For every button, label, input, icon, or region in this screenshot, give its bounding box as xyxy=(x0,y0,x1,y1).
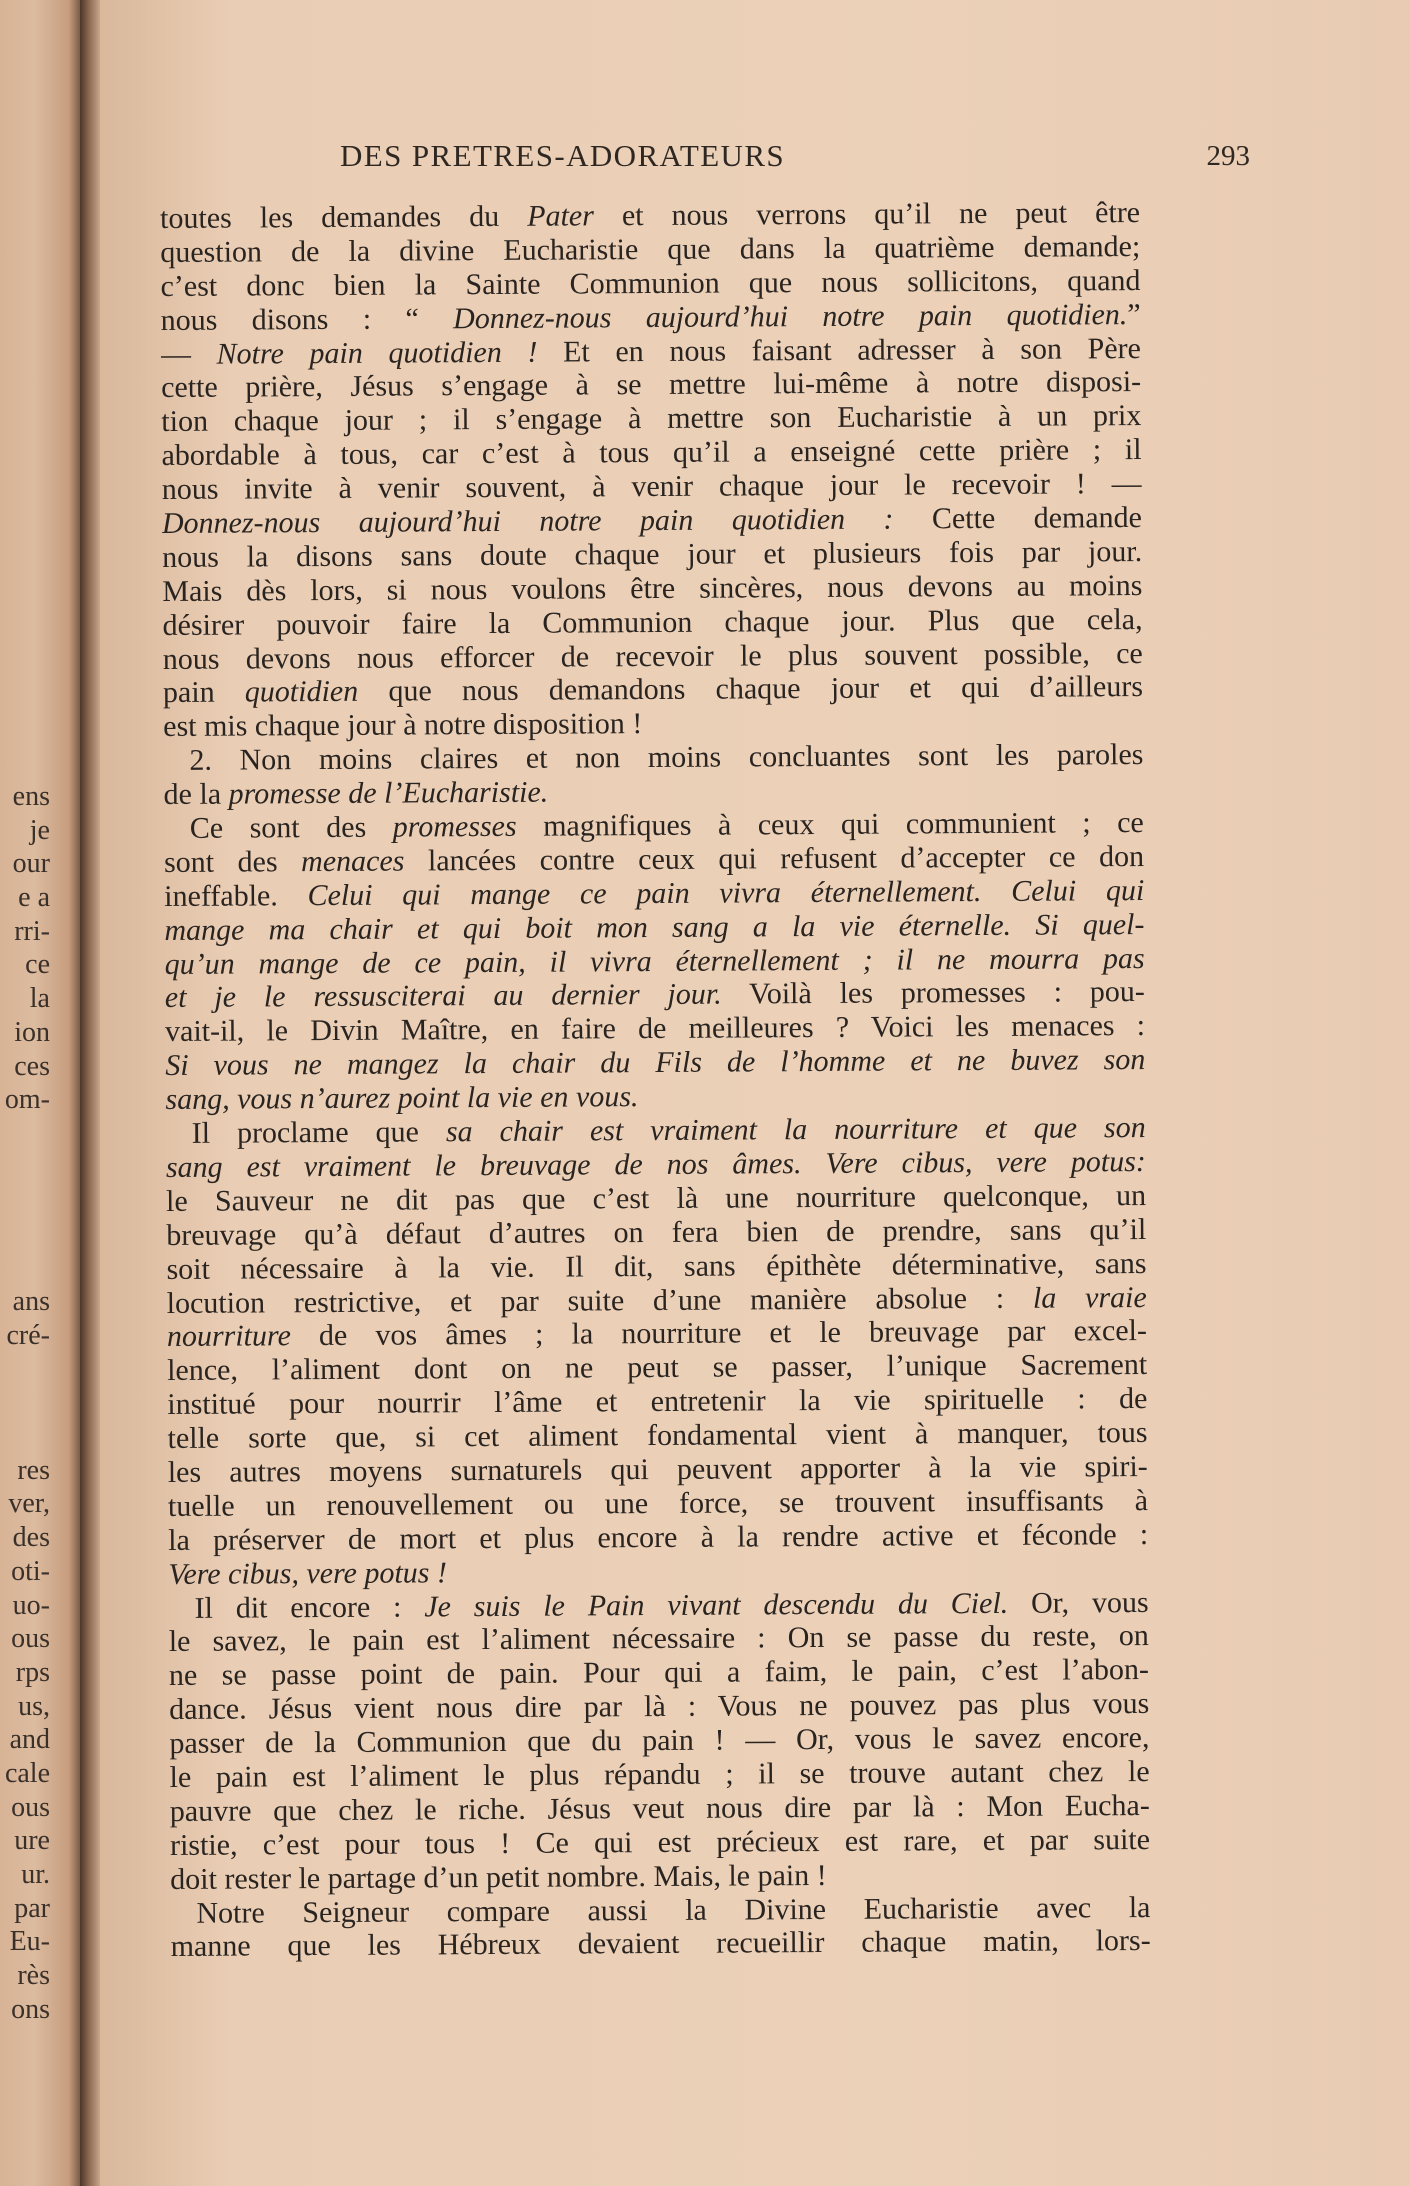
text-run: ne se passe point de pain. Pour qui a faim, le pain, c’est l’abon- xyxy=(168,1653,1150,1693)
opposite-page-fragment xyxy=(0,1151,50,1185)
text-run: locution restrictive, et par suite d’une manière absolue : xyxy=(166,1281,1034,1320)
text-run: lancées contre ceux qui refusent d’accepter ce don xyxy=(404,839,1145,878)
text-run: Ce sont des xyxy=(189,810,393,845)
text-run: Mais dès lors, si nous voulons être sincères, nous devons au moins xyxy=(162,568,1143,608)
opposite-page-fragment: ans xyxy=(12,1286,50,1318)
text-run: toutes les demandes du xyxy=(160,199,528,235)
opposite-page-fragment xyxy=(0,1184,50,1218)
italic-run: promesse de l’Eucharistie. xyxy=(228,775,549,811)
body-text xyxy=(160,196,1151,1964)
opposite-page-fragment: om- xyxy=(4,1084,50,1116)
text-run: de vos âmes ; la nourriture et le breuvage par excel- xyxy=(290,1314,1148,1353)
text-run: tion chaque jour ; il s’engage à mettre son Eucharistie à un prix xyxy=(161,399,1142,439)
text-line xyxy=(165,1043,1145,1083)
opposite-page-fragment: par xyxy=(14,1892,50,1924)
text-run: de la xyxy=(163,777,229,812)
italic-run: mange ma chair et qui boit mon sang a la vie éternelle. Si quel- xyxy=(164,907,1145,947)
opposite-page-fragment: ons xyxy=(11,1993,50,2025)
opposite-page-fragment: rès xyxy=(17,1960,50,1992)
text-run: doit rester le partage d’un petit nombre. Mais, le pain ! xyxy=(170,1858,827,1896)
text-run: ineffable. xyxy=(164,878,308,913)
opposite-page-text-fragments xyxy=(0,780,50,2026)
italic-run: sang, vous n’aurez point la vie en vous. xyxy=(165,1080,639,1117)
text-run: que nous demandons chaque jour et qui d’ailleurs xyxy=(358,670,1144,709)
text-run: vait-il, le Divin Maître, en faire de meilleures ? Voici les menaces : xyxy=(164,1009,1146,1049)
italic-run: sa chair est vraiment la nourriture et que son xyxy=(445,1111,1146,1149)
text-run: Il dit encore : xyxy=(194,1589,425,1625)
opposite-page-fragment: ous xyxy=(11,1623,50,1655)
text-run: et nous verrons qu’il ne peut être xyxy=(593,196,1141,233)
opposite-page-fragment: ion xyxy=(14,1016,50,1048)
text-run: tuelle un renouvellement ou une force, se trouvent insuffisants à xyxy=(167,1483,1149,1523)
text-run: le pain est l’aliment le plus répandu ; il se trouve autant chez le xyxy=(169,1754,1150,1794)
opposite-page-fragment xyxy=(0,1218,50,1252)
text-run: pain xyxy=(162,675,245,710)
opposite-page-fragment: ens xyxy=(12,781,50,812)
opposite-page-fragment: our xyxy=(12,848,50,880)
opposite-page-fragment: des xyxy=(12,1522,50,1554)
opposite-page-fragment: res xyxy=(17,1454,50,1486)
text-run: institué pour nourrir l’âme et entretenir la vie spirituelle : de xyxy=(167,1382,1148,1422)
opposite-page-fragment: ous xyxy=(11,1791,50,1823)
text-run: magnifiques à ceux qui communient ; ce xyxy=(516,806,1144,843)
text-run: la préserver de mort et plus encore à la rendre active et féconde : xyxy=(168,1517,1149,1557)
opposite-page-fragment: us, xyxy=(18,1690,50,1722)
text-run: nous la disons sans doute chaque jour et plusieurs fois par jour. xyxy=(162,534,1143,574)
italic-run: promesses xyxy=(392,809,517,844)
opposite-page-fragment: je xyxy=(29,814,50,846)
opposite-page-fragment: rps xyxy=(15,1656,50,1688)
opposite-page-fragment: ver, xyxy=(8,1488,50,1520)
italic-run: Si vous ne mangez la chair du Fils de l’homme et ne buvez son xyxy=(165,1043,1146,1083)
text-run: nous devons nous efforcer de recevoir le plus souvent possible, ce xyxy=(162,636,1143,676)
opposite-page-fragment: ure xyxy=(14,1825,50,1857)
italic-run: Celui qui mange ce pain vivra éternellement. Celui qui xyxy=(307,873,1145,912)
text-run: ” xyxy=(1127,297,1141,331)
opposite-page-fragment xyxy=(0,1386,50,1420)
opposite-page-fragment xyxy=(0,1117,50,1151)
text-run: abordable à tous, car c’est à tous qu’il a enseigné cette prière ; il xyxy=(161,433,1142,473)
italic-run: Vere cibus, vere potus ! xyxy=(168,1555,448,1591)
opposite-page-fragment: la xyxy=(29,983,50,1015)
opposite-page-edge xyxy=(0,0,86,2186)
italic-run: quotidien xyxy=(244,675,359,709)
text-run: passer de la Communion que du pain ! — Or, vous le savez encore, xyxy=(169,1721,1150,1761)
text-run: cette prière, Jésus s’engage à se mettre lui-même à notre disposi- xyxy=(161,365,1142,405)
text-run: Or, vous xyxy=(1008,1585,1149,1620)
text-line xyxy=(163,738,1143,778)
page-number: 293 xyxy=(1206,140,1250,172)
opposite-page-fragment xyxy=(0,1353,50,1387)
text-run: le savez, le pain est l’aliment nécessaire : On se passe du reste, on xyxy=(168,1619,1149,1659)
text-line xyxy=(171,1924,1151,1964)
text-line xyxy=(170,1823,1150,1863)
text-run: Voilà les promesses : pou- xyxy=(721,975,1145,1012)
text-run: c’est donc bien la Sainte Communion que nous sollicitons, quand xyxy=(160,263,1141,303)
text-run: Il proclame que xyxy=(191,1115,447,1150)
text-run: Et en nous faisant adresser à son Père xyxy=(537,331,1142,369)
text-run: lence, l’aliment dont on ne peut se passer, l’unique Sacrement xyxy=(167,1348,1148,1388)
text-run: telle sorte que, si cet aliment fondamental vient à manquer, tous xyxy=(167,1416,1148,1456)
italic-run: sang est vraiment le breuvage de nos âmes. Vere cibus, vere potus: xyxy=(165,1144,1146,1184)
italic-run: Donnez-nous aujourd’hui notre pain quotidien. xyxy=(453,297,1128,335)
text-run: Cette demande xyxy=(893,501,1143,536)
text-run: nous disons : “ xyxy=(160,301,454,337)
opposite-page-fragment: Eu- xyxy=(9,1926,50,1958)
text-run: désirer pouvoir faire la Communion chaque jour. Plus que cela, xyxy=(162,602,1143,642)
italic-run: Pater xyxy=(527,199,594,233)
opposite-page-fragment: ce xyxy=(25,949,50,981)
text-run: breuvage qu’à défaut d’autres on fera bien de prendre, sans qu’il xyxy=(166,1212,1147,1252)
running-title: DES PRETRES-ADORATEURS xyxy=(340,138,786,173)
text-line xyxy=(163,670,1143,710)
italic-run: Donnez-nous aujourd’hui notre pain quotidien : xyxy=(161,502,894,541)
opposite-page-fragment: rri- xyxy=(14,915,50,947)
text-run: pauvre que chez le riche. Jésus veut nous dire par là : Mon Eucha- xyxy=(169,1788,1150,1828)
text-run: le Sauveur ne dit pas que c’est là une nourriture quelconque, un xyxy=(166,1178,1147,1218)
opposite-page-fragment: cré- xyxy=(6,1320,50,1351)
text-run: manne que les Hébreux devaient recueillir chaque matin, lors- xyxy=(170,1924,1151,1964)
text-run: Notre Seigneur compare aussi la Divine Eucharistie avec la xyxy=(196,1890,1151,1930)
opposite-page-fragment: e a xyxy=(18,882,50,914)
italic-run: nourriture xyxy=(166,1319,291,1354)
text-run: les autres moyens surnaturels qui peuvent apporter à la vie spiri- xyxy=(167,1449,1148,1489)
text-run: — xyxy=(160,337,217,371)
text-run: question de la divine Eucharistie que dans la quatrième demande; xyxy=(160,229,1141,269)
opposite-page-fragment xyxy=(0,1252,50,1286)
italic-run: la vraie xyxy=(1032,1280,1147,1315)
italic-run: Notre pain quotidien ! xyxy=(216,335,538,371)
opposite-page-fragment: oti- xyxy=(11,1555,50,1587)
running-header xyxy=(340,138,1250,178)
opposite-page-fragment: ur. xyxy=(21,1859,50,1890)
book-gutter xyxy=(80,0,102,2186)
text-run: 2. Non moins claires et non moins concluantes sont les paroles xyxy=(189,738,1144,778)
opposite-page-fragment: cale xyxy=(4,1757,50,1789)
text-run: est mis chaque jour à notre disposition ! xyxy=(163,707,643,744)
text-run: nous invite à venir souvent, à venir chaque jour le recevoir ! — xyxy=(161,467,1142,507)
text-run: dance. Jésus vient nous dire par là : Vous ne pouvez pas plus vous xyxy=(169,1687,1150,1727)
opposite-page-fragment: ces xyxy=(14,1050,50,1082)
text-run: soit nécessaire à la vie. Il dit, sans épithète déterminative, sans xyxy=(166,1246,1147,1286)
italic-run: Je suis le Pain vivant descendu du Ciel. xyxy=(424,1586,1009,1623)
italic-run: qu’un mange de ce pain, il vivra éternellement ; il ne mourra pas xyxy=(164,941,1145,981)
opposite-page-fragment xyxy=(0,1420,50,1454)
text-line xyxy=(168,1518,1148,1558)
opposite-page-fragment: and xyxy=(9,1724,50,1756)
italic-run: et je le ressusciterai au dernier jour. xyxy=(164,978,722,1015)
italic-run: menaces xyxy=(301,844,405,879)
opposite-page-fragment: uo- xyxy=(12,1589,50,1621)
text-run: sont des xyxy=(163,845,302,879)
text-run: ristie, c’est pour tous ! Ce qui est précieux est rare, et par suite xyxy=(169,1822,1151,1862)
